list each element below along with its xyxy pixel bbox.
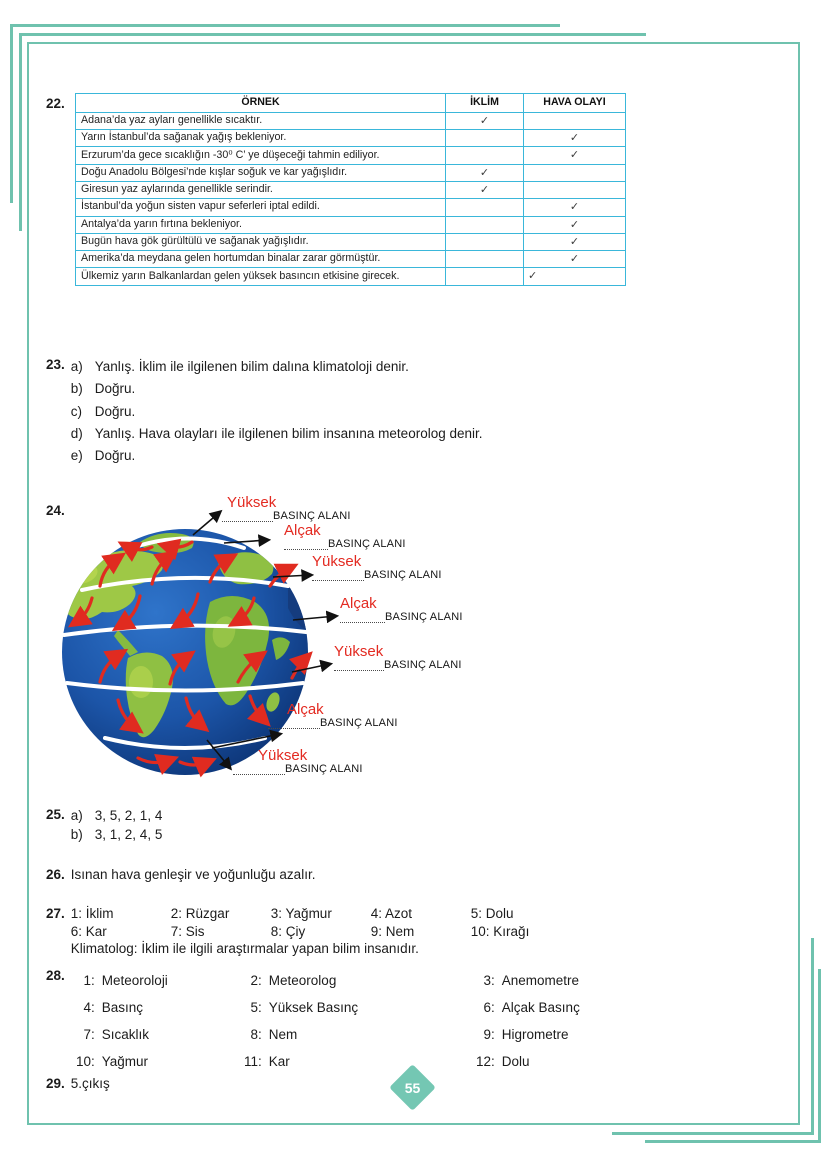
item-letter: d) [70,425,83,441]
table-row [76,147,626,164]
dotted-line [284,539,328,550]
q22-table-body [76,112,626,285]
table-row [76,251,626,268]
question-28 [46,967,631,1075]
dotted-line [233,764,285,775]
q27-number: 27. [46,906,65,921]
q26-number: 26. [46,867,65,882]
q28-cell-label: Dolu [501,1054,530,1069]
q27-rows [71,905,581,940]
q28-cell [71,1021,238,1048]
table-row [76,130,626,147]
q28-cell [471,1048,631,1075]
hava-check-cell: ✓ [524,216,626,233]
pressure-label-7: Yüksek BASINÇ ALANI [233,749,363,775]
q22-number: 22. [46,96,65,111]
hava-check-cell: ✓ [524,251,626,268]
item-text: Yanlış. Hava olayları ile ilgilenen bilim insanına meteorolog denir. [94,425,483,441]
frame-accent-line [19,33,22,231]
item-text: Doğru. [94,448,136,464]
example-cell: İstanbul’da yoğun sisten vapur seferleri iptal edildi. [76,199,446,216]
pressure-label-2: Alçak BASINÇ ALANI [284,522,406,550]
item-letter: a) [70,808,83,823]
frame-accent-line [10,24,13,203]
frame-accent-line [10,24,560,27]
q28-number: 28. [46,968,65,983]
example-cell: Giresun yaz aylarında genellikle serindir. [76,181,446,198]
example-cell: Ülkemiz yarın Balkanlardan gelen yüksek basıncın etkisine girecek. [76,268,446,285]
example-cell: Adana’da yaz ayları genellikle sıcaktır. [76,112,446,129]
q28-cell [471,1021,631,1048]
q28-cell [238,994,471,1021]
pressure-label-5: Yüksek BASINÇ ALANI [334,643,462,671]
q27-cell: 2: Rüzgar [170,906,230,921]
iklim-check-cell [446,251,524,268]
q27-row [71,923,581,941]
q28-cell [471,967,631,994]
q28-cell-label: Yüksek Basınç [268,1000,359,1015]
example-cell: Doğu Anadolu Bölgesi’nde kışlar soğuk ve kar yağışlıdır. [76,164,446,181]
iklim-check-cell [446,268,524,285]
list-item [71,825,163,844]
dotted-line [340,612,385,623]
q28-cell [71,1048,238,1075]
question-27 [46,905,581,958]
q25-number: 25. [46,807,65,822]
page-number: 55 [404,1079,421,1096]
item-letter: e) [70,448,83,464]
question-25 [46,806,162,844]
answers-table [75,93,626,286]
q24-number: 24. [46,503,65,518]
q28-cell-number: 11: [244,1054,262,1069]
q28-cell-label: Anemometre [501,973,580,988]
q28-cell-number: 12: [476,1054,495,1069]
q29-number: 29. [46,1076,65,1091]
globe-figure [40,490,510,802]
table-row [76,216,626,233]
q28-cell-label: Nem [268,1027,298,1042]
q27-cell: 1: İklim [70,906,114,921]
q23-number: 23. [46,357,65,372]
item-letter: c) [70,403,83,419]
q28-cell [471,994,631,1021]
iklim-check-cell: ✓ [446,112,524,129]
q25-items [71,806,163,844]
q28-cell-number: 2: [250,973,262,988]
list-item [71,401,483,423]
col-header-iklim: İKLİM [446,94,524,113]
q28-cell-number: 4: [83,1000,95,1015]
table-row [76,181,626,198]
q28-cell-label: Basınç [101,1000,144,1015]
dotted-line [334,660,384,671]
dotted-line [222,511,273,522]
example-cell: Antalya’da yarın fırtına bekleniyor. [76,216,446,233]
item-text: 3, 5, 2, 1, 4 [94,808,163,823]
dotted-line [268,718,320,729]
item-letter: b) [70,381,83,397]
item-letter: a) [70,359,83,374]
q27-cell: 5: Dolu [470,906,514,921]
hava-check-cell: ✓ [524,147,626,164]
pressure-label-3: Yüksek BASINÇ ALANI [312,553,442,581]
hava-check-cell: ✓ [524,199,626,216]
q28-row [71,994,631,1021]
question-26 [46,866,315,884]
q23-items [71,356,483,467]
list-item [71,423,483,445]
q28-row [71,1021,631,1048]
q27-cell: 3: Yağmur [270,906,332,921]
q27-cell: 10: Kırağı [470,923,530,939]
q28-cell-label: Yağmur [101,1054,149,1069]
q28-cell [238,1021,471,1048]
q27-note: Klimatolog: İklim ile ilgili araştırmalar yapan bilim insanıdır. [70,941,419,956]
iklim-check-cell: ✓ [446,164,524,181]
iklim-check-cell [446,233,524,250]
list-item [71,378,483,400]
q27-cell: 6: Kar [70,923,107,939]
col-header-hava-olayi: HAVA OLAYI [524,94,626,113]
q28-cell-label: Kar [268,1054,290,1069]
q28-cell [71,994,238,1021]
question-22-number [46,95,65,113]
q28-cell-number: 8: [250,1027,262,1042]
frame-accent-line [612,1132,814,1135]
item-text: 3, 1, 2, 4, 5 [94,827,163,842]
q28-cell [71,967,238,994]
example-cell: Erzurum’da gece sıcaklığın -30⁰ C’ ye düşeceği tahmin ediliyor. [76,147,446,164]
q28-cell-number: 5: [250,1000,262,1015]
dotted-line [312,570,364,581]
page-number-badge [389,1064,436,1111]
q28-cell-number: 6: [483,1000,495,1015]
q27-cell: 4: Azot [370,906,413,921]
question-29 [46,1075,110,1093]
frame-accent-line [811,938,814,1134]
q27-cell: 8: Çiy [270,923,306,939]
frame-accent-line [645,1140,821,1143]
iklim-check-cell: ✓ [446,181,524,198]
example-cell: Amerika’da meydana gelen hortumdan binalar zarar görmüştür. [76,251,446,268]
q28-cell-number: 1: [83,973,95,988]
item-letter: b) [70,827,83,842]
table-row [76,112,626,129]
table-row [76,233,626,250]
table-row [76,268,626,285]
item-text: Doğru. [94,381,136,397]
frame-accent-line [818,969,821,1142]
frame-accent-line [19,33,646,36]
q28-cell-label: Sıcaklık [101,1027,150,1042]
hava-check-cell: ✓ [524,268,626,285]
q28-cell-label: Alçak Basınç [501,1000,580,1015]
iklim-check-cell [446,147,524,164]
q28-row [71,967,631,994]
pressure-label-6: Alçak BASINÇ ALANI [268,703,398,729]
iklim-check-cell [446,199,524,216]
q28-cell-label: Higrometre [501,1027,569,1042]
q29-text: 5.çıkış [70,1076,110,1091]
question-22 [75,93,626,286]
q28-row [71,1048,631,1075]
q27-cell: 7: Sis [170,923,205,939]
pressure-label-4: Alçak BASINÇ ALANI [340,595,463,623]
q28-cell-number: 3: [483,973,495,988]
list-item [71,356,483,378]
item-text: Doğru. [94,403,136,419]
q28-rows [71,967,631,1075]
hava-check-cell [524,181,626,198]
list-item [71,806,163,825]
table-row [76,164,626,181]
q27-cell: 9: Nem [370,923,415,939]
hava-check-cell [524,164,626,181]
example-cell: Bugün hava gök gürültülü ve sağanak yağışlıdır. [76,233,446,250]
q28-cell-label: Meteoroloji [101,973,168,988]
table-row [76,199,626,216]
q28-cell-number: 10: [76,1054,95,1069]
pressure-label-1: Yüksek BASINÇ ALANI [222,496,351,522]
col-header-ornek: ÖRNEK [76,94,446,113]
table-header-row [76,94,626,113]
item-text: Yanlış. İklim ile ilgilenen bilim dalına klimatoloji denir. [94,359,409,374]
q28-cell [238,1048,471,1075]
q28-cell-label: Meteorolog [268,973,337,988]
q28-cell-number: 9: [483,1027,495,1042]
q28-cell-number: 7: [83,1027,95,1042]
hava-check-cell [524,112,626,129]
iklim-check-cell [446,130,524,147]
question-23 [46,356,483,467]
hava-check-cell: ✓ [524,233,626,250]
q28-cell [238,967,471,994]
hava-check-cell: ✓ [524,130,626,147]
iklim-check-cell [446,216,524,233]
list-item [71,445,483,467]
example-cell: Yarın İstanbul’da sağanak yağış bekleniyor. [76,130,446,147]
q26-text: Isınan hava genleşir ve yoğunluğu azalır. [70,867,316,882]
q27-row [71,905,581,923]
